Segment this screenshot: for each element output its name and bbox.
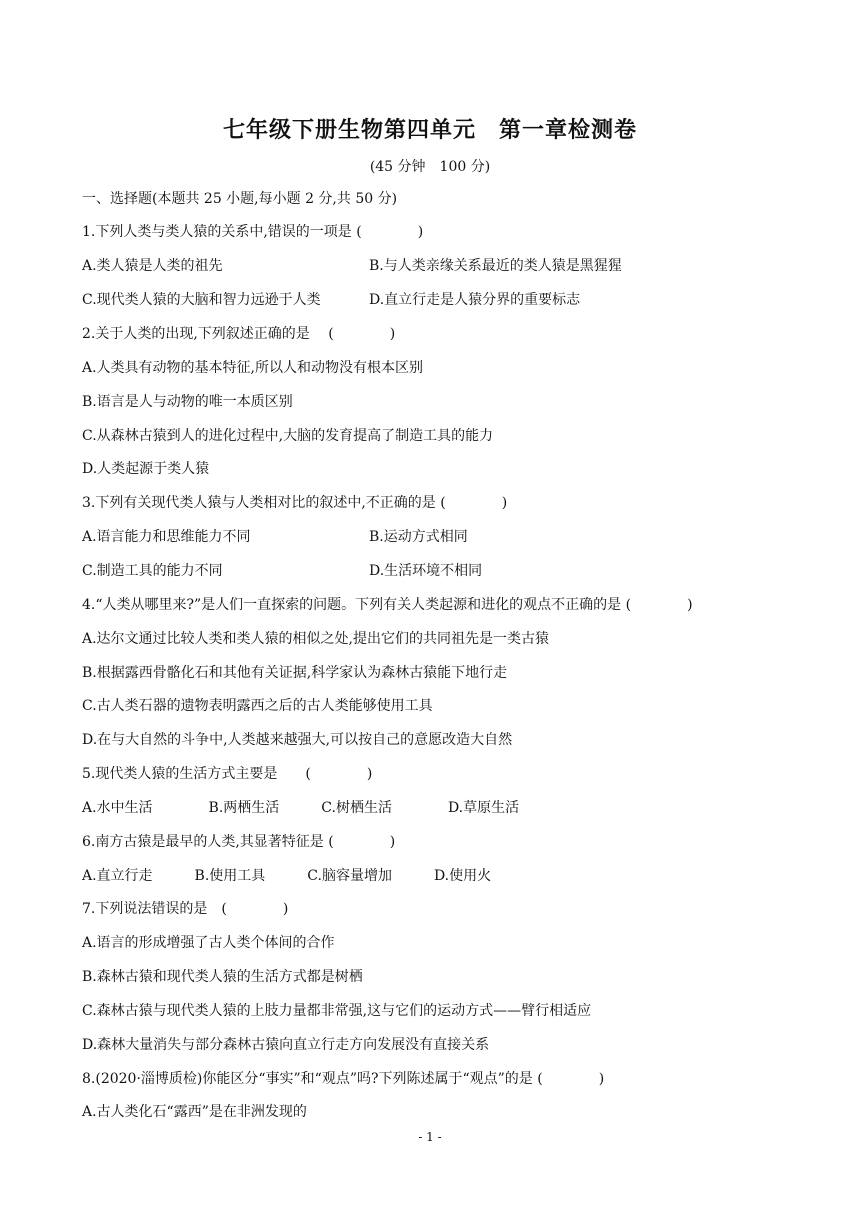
question-6-options: A.直立行走 B.使用工具 C.脑容量增加 D.使用火 xyxy=(82,868,492,884)
question-2-option-a: A.人类具有动物的基本特征,所以人和动物没有根本区别 xyxy=(82,360,424,376)
question-6-stem: 6.南方古猿是最早的人类,其显著特征是 ( ) xyxy=(82,834,396,850)
question-4-option-b: B.根据露西骨骼化石和其他有关证据,科学家认为森林古猿能下地行走 xyxy=(82,665,508,681)
question-4-option-d: D.在与大自然的斗争中,人类越来越强大,可以按自己的意愿改造大自然 xyxy=(82,732,513,748)
page-number: - 1 - xyxy=(418,1130,442,1144)
question-4-option-a: A.达尔文通过比较人类和类人猿的相似之处,提出它们的共同祖先是一类古猿 xyxy=(82,631,550,647)
question-2-stem: 2.关于人类的出现,下列叙述正确的是 ( ) xyxy=(82,326,396,342)
question-1-option-b: B.与人类亲缘关系最近的类人猿是黑猩猩 xyxy=(369,258,622,274)
question-3-option-d: D.生活环境不相同 xyxy=(369,563,483,579)
question-2-option-c: C.从森林古猿到人的进化过程中,大脑的发育提高了制造工具的能力 xyxy=(82,428,494,444)
exam-info: (45 分钟 100 分) xyxy=(369,159,491,175)
question-7-option-a: A.语言的形成增强了古人类个体间的合作 xyxy=(82,935,335,951)
section-heading: 一、选择题(本题共 25 小题,每小题 2 分,共 50 分) xyxy=(82,191,398,207)
question-3-option-b: B.运动方式相同 xyxy=(369,529,468,545)
question-7-option-d: D.森林大量消失与部分森林古猿向直立行走方向发展没有直接关系 xyxy=(82,1037,490,1053)
question-2-option-b: B.语言是人与动物的唯一本质区别 xyxy=(82,394,293,410)
question-1-option-a: A.类人猿是人类的祖先 xyxy=(82,258,223,274)
question-7-option-b: B.森林古猿和现代类人猿的生活方式都是树栖 xyxy=(82,969,363,985)
question-3-option-c: C.制造工具的能力不同 xyxy=(82,563,223,579)
page-title: 七年级下册生物第四单元 第一章检测卷 xyxy=(222,117,637,143)
question-1-option-c: C.现代类人猿的大脑和智力远逊于人类 xyxy=(82,292,321,308)
question-1-stem: 1.下列人类与类人猿的关系中,错误的一项是 ( ) xyxy=(82,224,424,240)
question-3-option-a: A.语言能力和思维能力不同 xyxy=(82,529,251,545)
question-8-option-a: A.古人类化石“露西”是在非洲发现的 xyxy=(82,1104,307,1120)
question-5-options: A.水中生活 B.两栖生活 C.树栖生活 D.草原生活 xyxy=(82,800,520,816)
question-1-option-d: D.直立行走是人猿分界的重要标志 xyxy=(369,292,581,308)
question-7-stem: 7.下列说法错误的是 ( ) xyxy=(82,901,289,917)
question-2-option-d: D.人类起源于类人猿 xyxy=(82,461,210,477)
question-3-stem: 3.下列有关现代类人猿与人类相对比的叙述中,不正确的是 ( ) xyxy=(82,495,508,511)
question-7-option-c: C.森林古猿与现代类人猿的上肢力量都非常强,这与它们的运动方式——臂行相适应 xyxy=(82,1003,592,1019)
question-4-option-c: C.古人类石器的遗物表明露西之后的古人类能够使用工具 xyxy=(82,698,433,714)
question-8-stem: 8.(2020·淄博质检)你能区分“事实”和“观点”吗?下列陈述属于“观点”的是 ( ) xyxy=(82,1071,605,1087)
question-5-stem: 5.现代类人猿的生活方式主要是 ( ) xyxy=(82,766,373,782)
question-4-stem: 4.“人类从哪里来?”是人们一直探索的问题。下列有关人类起源和进化的观点不正确的是 ( ) xyxy=(82,597,693,613)
